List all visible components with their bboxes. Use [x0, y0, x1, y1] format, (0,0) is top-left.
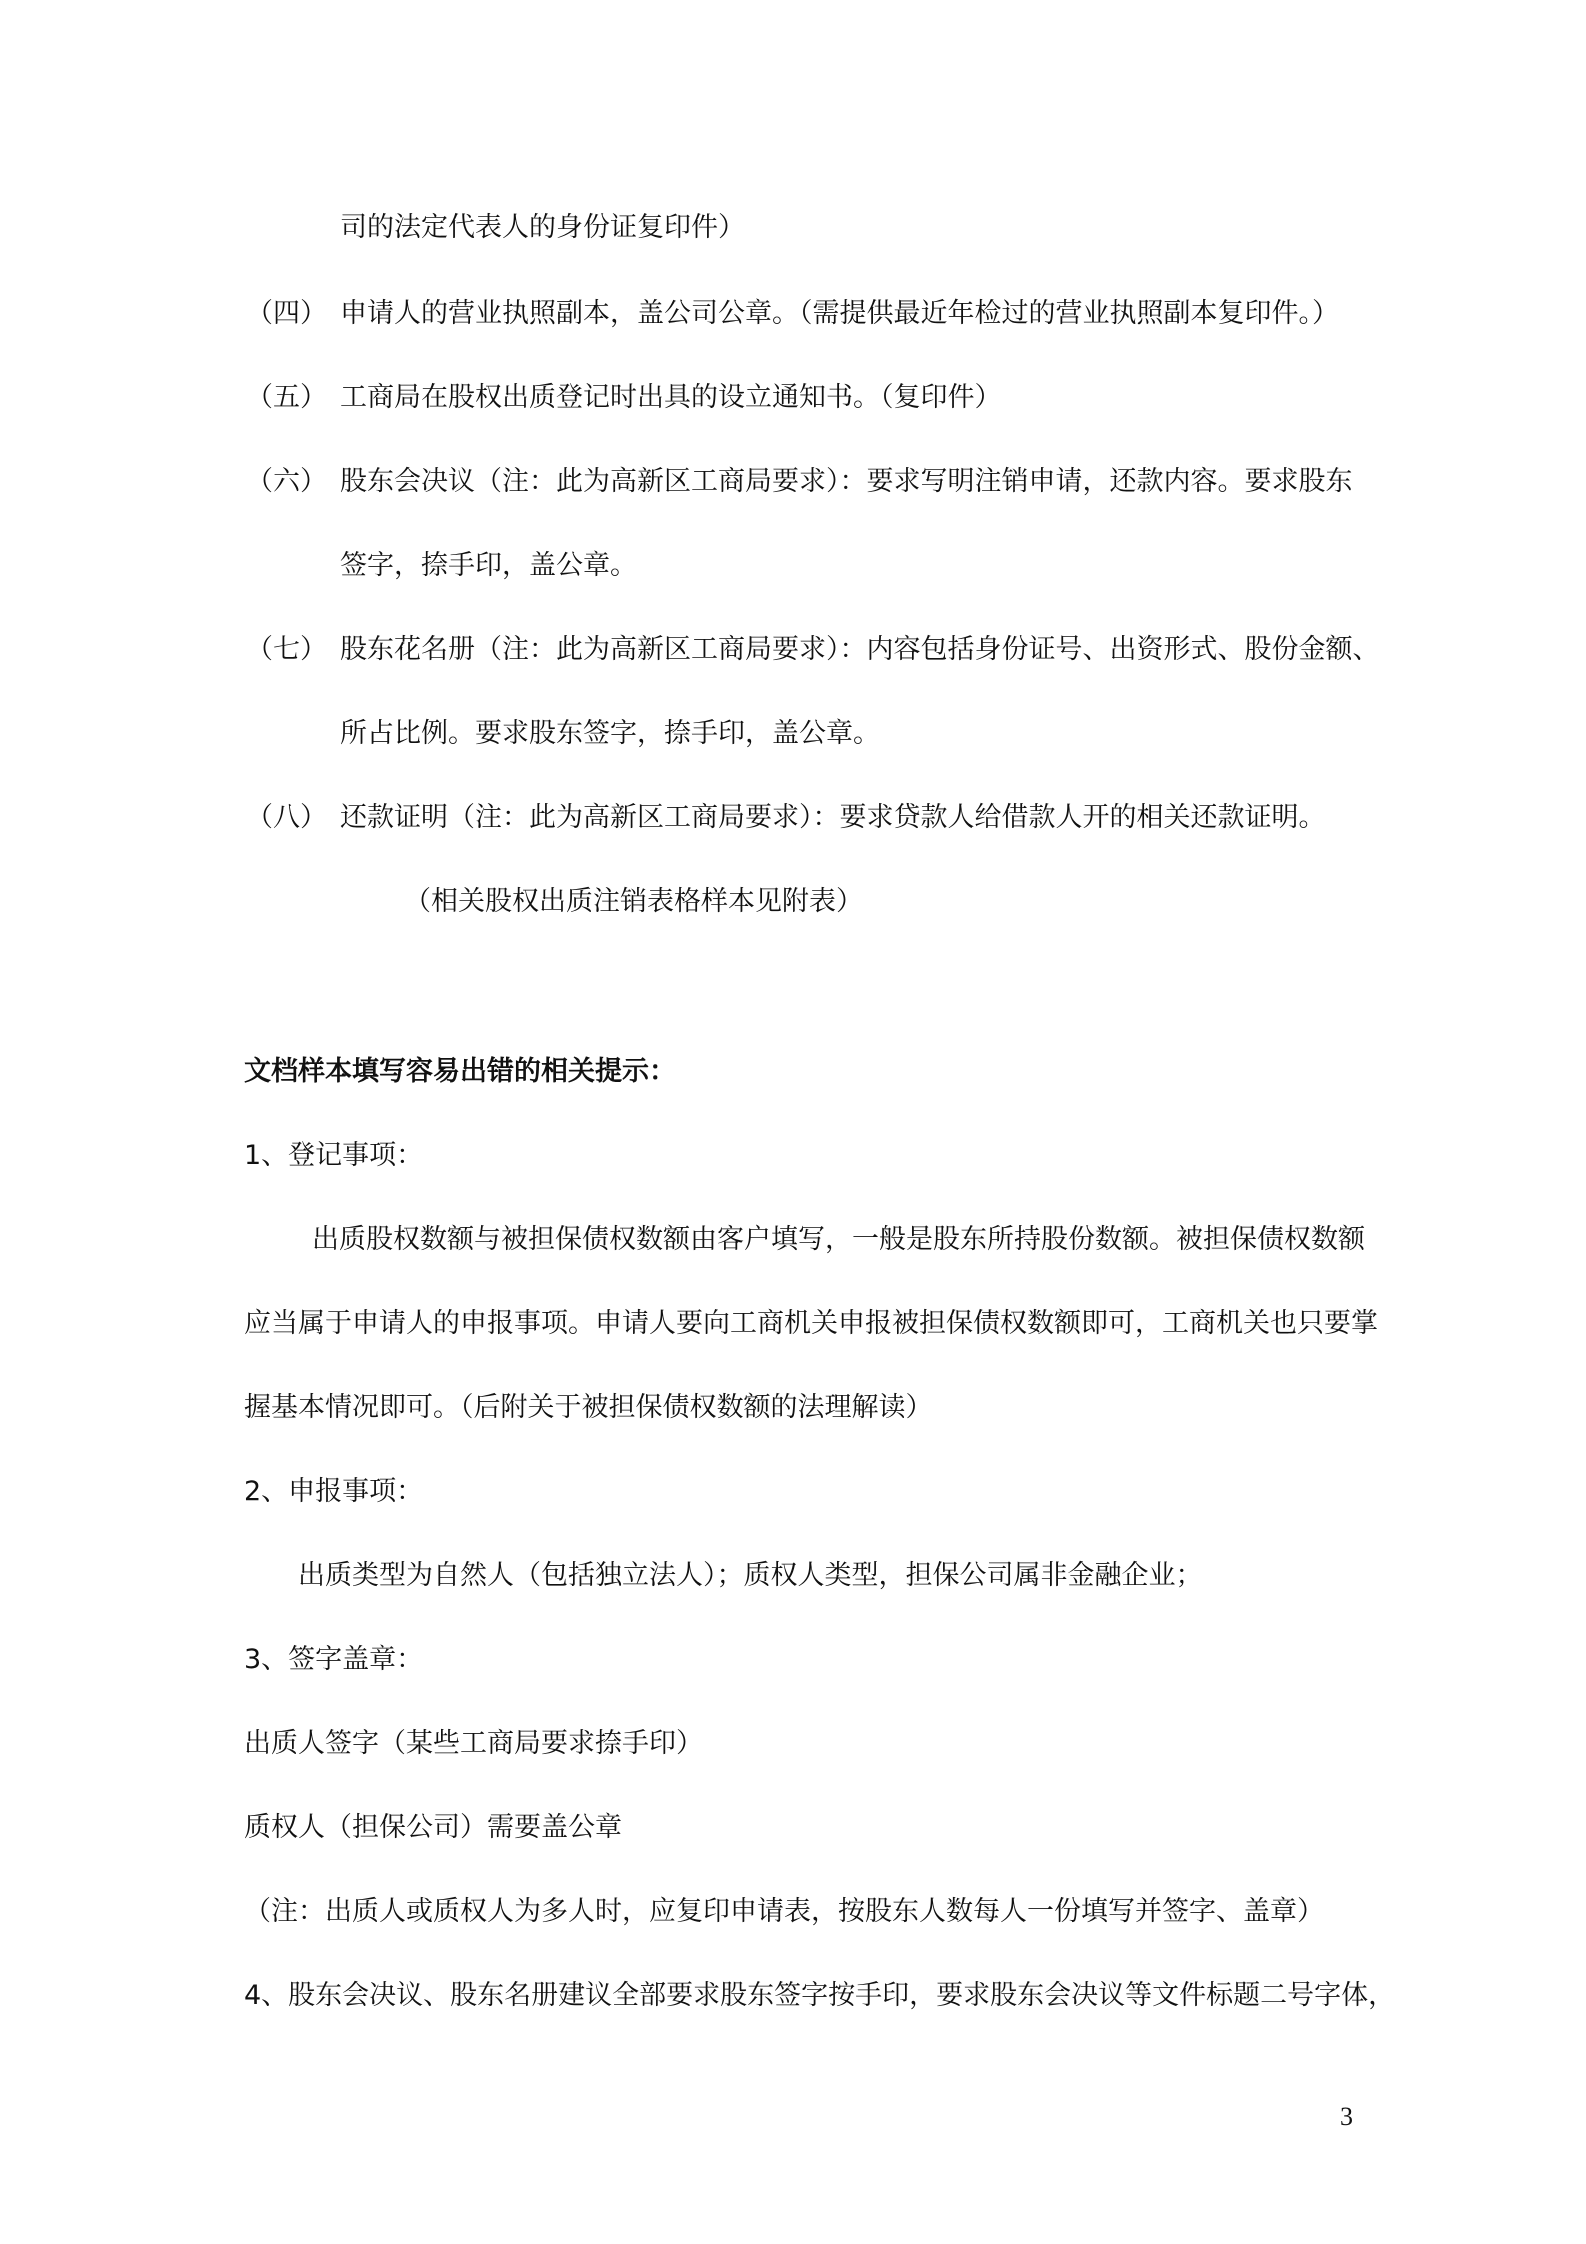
item-label-8: （八） — [246, 802, 327, 833]
item-label-6: （六） — [246, 466, 327, 497]
sample-note: （相关股权出质注销表格样本见附表） — [404, 886, 863, 917]
item-text-4: 申请人的营业执照副本，盖公司公章。（需提供最近年检过的营业执照副本复印件。） — [340, 298, 1339, 329]
tips-heading: 文档样本填写容易出错的相关提示： — [244, 1056, 676, 1087]
section-1-title: 1、登记事项： — [244, 1140, 424, 1171]
item-label-7: （七） — [246, 634, 327, 665]
section-3-body-line-3: （注：出质人或质权人为多人时，应复印申请表，按股东人数每人一份填写并签字、盖章） — [244, 1896, 1324, 1927]
section-2-body-line-1: 出质类型为自然人（包括独立法人）；质权人类型，担保公司属非金融企业； — [298, 1560, 1203, 1591]
item-4-line: 4、股东会决议、股东名册建议全部要求股东签字按手印，要求股东会决议等文件标题二号字体， — [244, 1980, 1396, 2011]
section-3-body-line-1: 出质人签字（某些工商局要求捺手印） — [244, 1728, 703, 1759]
item-label-4: （四） — [246, 298, 327, 329]
section-2-title: 2、申报事项： — [244, 1476, 424, 1507]
section-1-body-line-1: 出质股权数额与被担保债权数额由客户填写，一般是股东所持股份数额。被担保债权数额 — [312, 1224, 1365, 1255]
item-text-7-line-1: 股东花名册（注：此为高新区工商局要求）：内容包括身份证号、出资形式、股份金额、 — [340, 634, 1380, 665]
item-text-6-line-1: 股东会决议（注：此为高新区工商局要求）：要求写明注销申请，还款内容。要求股东 — [340, 466, 1353, 497]
item-text-7-line-2: 所占比例。要求股东签字，捺手印，盖公章。 — [340, 718, 880, 749]
section-3-title: 3、签字盖章： — [244, 1644, 424, 1675]
item-text-5: 工商局在股权出质登记时出具的设立通知书。（复印件） — [340, 382, 1002, 413]
section-1-body-line-3: 握基本情况即可。（后附关于被担保债权数额的法理解读） — [244, 1392, 933, 1423]
continuation-line: 司的法定代表人的身份证复印件） — [340, 212, 745, 243]
item-text-6-line-2: 签字，捺手印，盖公章。 — [340, 550, 637, 581]
item-label-5: （五） — [246, 382, 327, 413]
section-3-body-line-2: 质权人（担保公司）需要盖公章 — [244, 1812, 622, 1843]
section-1-body-line-2: 应当属于申请人的申报事项。申请人要向工商机关申报被担保债权数额即可，工商机关也只要掌 — [244, 1308, 1378, 1339]
page-number: 3 — [1340, 2102, 1353, 2131]
item-text-8: 还款证明（注：此为高新区工商局要求）：要求贷款人给借款人开的相关还款证明。 — [340, 802, 1326, 833]
